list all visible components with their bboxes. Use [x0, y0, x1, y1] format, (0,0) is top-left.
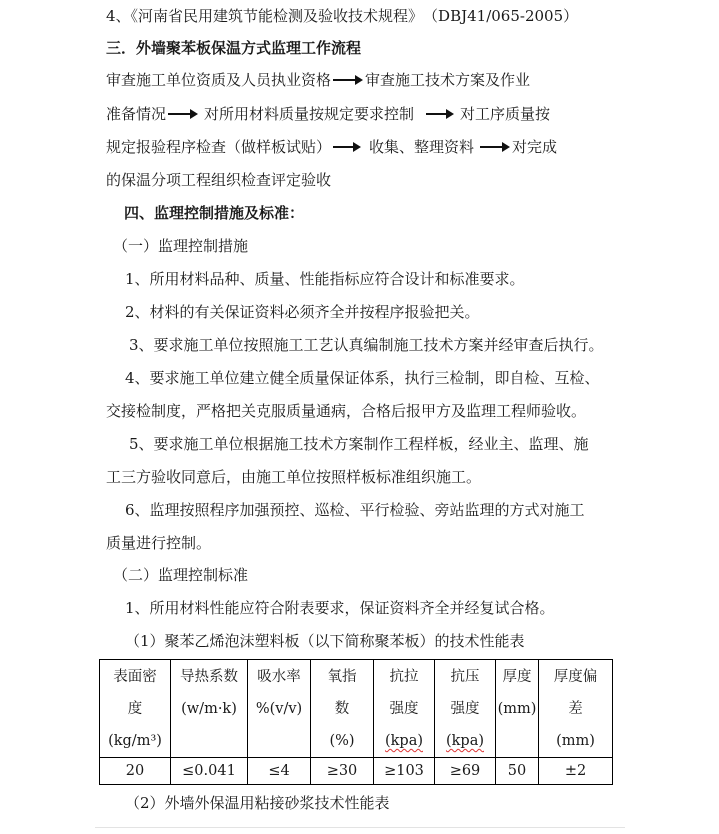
flow-step-4: 对工序质量按 — [460, 105, 551, 123]
header-thickness-tolerance: 厚度偏 差 (mm) — [539, 660, 613, 758]
value-thermal-conductivity: ≤0.041 — [171, 758, 248, 785]
measure-item-5: 5、要求施工单位根据施工技术方案制作工程样板，经业主、监理、施 — [129, 435, 589, 453]
flow-step-3: 对所用材料质量按规定要求控制 — [204, 105, 415, 123]
flow-line-3 — [106, 136, 557, 158]
section-3-heading: 三．外墙聚苯板保温方式监理工作流程 — [106, 39, 362, 57]
header-water-absorption: 吸水率 %(v/v) — [248, 660, 311, 758]
flow-step-6: 对完成 — [512, 138, 558, 156]
eps-board-spec-table — [99, 659, 613, 785]
value-thickness-tolerance: ±2 — [539, 758, 613, 785]
header-surface-density: 表面密 度 (kg/m³) — [100, 660, 171, 758]
table-row — [100, 758, 613, 785]
header-oxygen-index: 氧指 数 (%) — [311, 660, 374, 758]
value-compressive-strength: ≥69 — [435, 758, 496, 785]
flow-step-5: 收集、整理资料 — [369, 138, 475, 156]
value-oxygen-index: ≥30 — [311, 758, 374, 785]
flow-line-2 — [106, 103, 550, 125]
page-divider — [95, 827, 625, 828]
subsection-2-heading: （二）监理控制标准 — [113, 566, 249, 584]
header-tensile-strength: 抗拉 强度 (kpa) — [374, 660, 435, 758]
arrow-icon — [426, 113, 452, 115]
table-caption-2: （2）外墙外保温用粘接砂浆技术性能表 — [125, 794, 390, 812]
value-tensile-strength: ≥103 — [374, 758, 435, 785]
flow-line-1 — [106, 69, 530, 91]
table-header-row — [100, 660, 613, 758]
value-water-absorption: ≤4 — [248, 758, 311, 785]
section-4-heading: 四、监理控制措施及标准： — [124, 204, 305, 222]
measure-item-3: 3、要求施工单位按照施工工艺认真编制施工技术方案并经审查后执行。 — [129, 336, 604, 354]
value-thickness: 50 — [496, 758, 539, 785]
flow-line-4: 的保温分项工程组织检查评定验收 — [106, 171, 332, 189]
header-thermal-conductivity: 导热系数 (w/m·k) — [171, 660, 248, 758]
measure-item-6: 6、监理按照程序加强预控、巡检、平行检验、旁站监理的方式对施工 — [125, 501, 585, 519]
standard-item-1: 1、所用材料性能应符合附表要求，保证资料齐全并经复试合格。 — [125, 599, 555, 617]
value-surface-density: 20 — [100, 758, 171, 785]
reference-standard-4: 4、《河南省民用建筑节能检测及验收技术规程》 （DBJ41/065-2005） — [106, 7, 579, 25]
header-thickness: 厚度 (mm) — [496, 660, 539, 758]
header-compressive-strength: 抗压 强度 (kpa) — [435, 660, 496, 758]
arrow-icon — [480, 146, 508, 148]
flow-step-1: 审查施工单位资质及人员执业资格 — [106, 71, 332, 89]
flow-step-2-cont: 准备情况 — [106, 105, 167, 123]
measure-item-4-cont: 交接检制度，严格把关克服质量通病，合格后报甲方及监理工程师验收。 — [106, 402, 587, 420]
measure-item-6-cont: 质量进行控制。 — [106, 534, 212, 552]
subsection-1-heading: （一）监理控制措施 — [113, 237, 249, 255]
flow-step-4-cont: 规定报验程序检查（做样板试贴） — [106, 138, 332, 156]
measure-item-4: 4、要求施工单位建立健全质量保证体系，执行三检制，即自检、互检、 — [125, 369, 600, 387]
arrow-icon — [333, 79, 361, 81]
flow-step-2: 审查施工技术方案及作业 — [365, 71, 531, 89]
arrow-icon — [168, 113, 196, 115]
arrow-icon — [333, 146, 359, 148]
table-caption-1: （1）聚苯乙烯泡沫塑料板（以下简称聚苯板）的技术性能表 — [125, 632, 525, 650]
measure-item-2: 2、材料的有关保证资料必须齐全并按程序报验把关。 — [125, 303, 480, 321]
measure-item-5-cont: 工三方验收同意后，由施工单位按照样板标准组织施工。 — [106, 468, 482, 486]
measure-item-1: 1、所用材料品种、质量、性能指标应符合设计和标准要求。 — [125, 270, 525, 288]
